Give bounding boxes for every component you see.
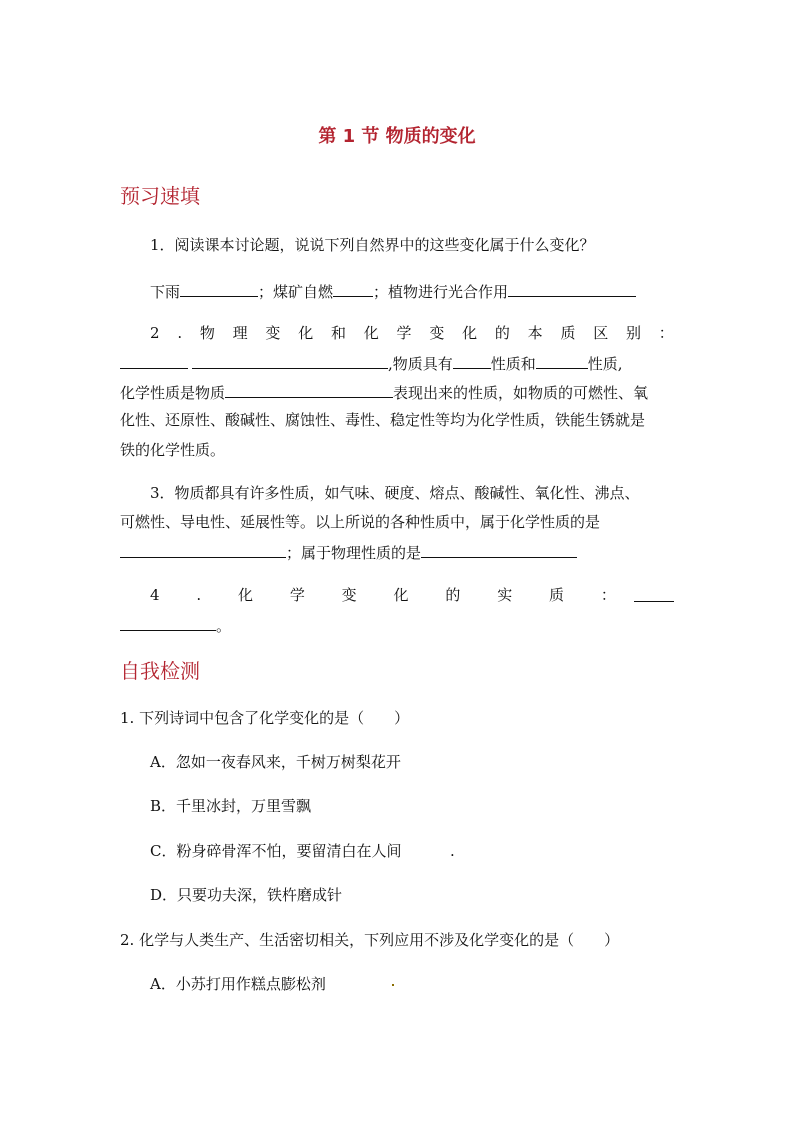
- answer-blank[interactable]: [421, 541, 577, 558]
- coal-label: ；煤矿自燃: [258, 283, 334, 301]
- q2-text: 性质,: [587, 355, 623, 373]
- answer-blank[interactable]: [120, 352, 188, 369]
- q3-text: ；属于物理性质的是: [286, 544, 422, 562]
- answer-blank[interactable]: [192, 352, 388, 369]
- stray-mark: [392, 984, 394, 986]
- preview-question-4-line-1: [150, 585, 616, 605]
- selfcheck-q1-option-d: D．只要功夫深，铁杵磨成针: [150, 886, 343, 904]
- plant-label: ；植物进行光合作用: [373, 283, 509, 301]
- answer-blank[interactable]: [180, 280, 258, 297]
- q2-char: ：: [658, 324, 674, 342]
- q2-char: 的: [494, 324, 510, 342]
- q2-text: 化学性质是物质: [120, 384, 226, 402]
- preview-question-2-line-1: [150, 323, 674, 343]
- q2-char: 化: [363, 324, 379, 342]
- answer-blank[interactable]: [508, 280, 636, 297]
- q4-char: ：: [600, 586, 616, 604]
- q4-text: 。: [216, 617, 232, 635]
- q4-char: 化: [393, 586, 409, 604]
- q2-char: 和: [330, 324, 346, 342]
- q2-char: 化: [462, 324, 478, 342]
- selfcheck-q1-option-b: B．千里冰封，万里雪飘: [150, 797, 312, 815]
- preview-question-4-blank-a: [634, 585, 674, 607]
- preview-question-3-line-2: 可燃性、导电性、延展性等。以上所说的各种性质中，属于化学性质的是: [120, 513, 601, 531]
- q2-char: 理: [232, 324, 248, 342]
- q2-text: 表现出来的性质，如物质的可燃性、氧: [393, 384, 649, 402]
- q2-char: 学: [396, 324, 412, 342]
- page-title: 第 1 节 物质的变化: [318, 126, 476, 147]
- q2-char: 化: [298, 324, 314, 342]
- answer-blank[interactable]: [225, 381, 393, 398]
- q4-char: 4: [150, 586, 160, 604]
- q4-char: 变: [341, 586, 357, 604]
- selfcheck-q2-option-a: A．小苏打用作糕点膨松剂: [150, 975, 326, 993]
- rain-label: 下雨: [150, 283, 181, 301]
- q2-char: .: [177, 324, 183, 342]
- q4-char: 质: [549, 586, 565, 604]
- preview-question-2-line-4: 化性、还原性、酸碱性、腐蚀性、毒性、稳定性等均为化学性质，铁能生锈就是: [120, 411, 646, 429]
- preview-question-1: 1．阅读课本讨论题，说说下列自然界中的这些变化属于什么变化？: [150, 236, 595, 254]
- preview-question-2-line-3: [120, 381, 648, 403]
- preview-question-2-line-5: 铁的化学性质。: [120, 441, 226, 459]
- q4-char: 实: [497, 586, 513, 604]
- selfcheck-q1-option-c: C．粉身碎骨浑不怕，要留清白在人间: [150, 842, 402, 860]
- preview-question-1-blanks: [150, 280, 636, 302]
- q2-char: 别: [626, 324, 642, 342]
- q2-char: 变: [429, 324, 445, 342]
- answer-blank[interactable]: [333, 280, 373, 297]
- preview-question-3-line-1: 3．物质都具有许多性质，如气味、硬度、熔点、酸碱性、氧化性、沸点、: [150, 484, 640, 502]
- q2-char: 本: [527, 324, 543, 342]
- section-heading-preview: 预习速填: [120, 184, 200, 208]
- answer-blank[interactable]: [120, 541, 286, 558]
- answer-blank[interactable]: [536, 352, 588, 369]
- q4-char: 化: [237, 586, 253, 604]
- answer-blank[interactable]: [120, 614, 216, 631]
- q4-char: 的: [445, 586, 461, 604]
- q2-char: 区: [593, 324, 609, 342]
- selfcheck-question-1: 1. 下列诗词中包含了化学变化的是（ ）: [120, 709, 410, 727]
- answer-blank[interactable]: [453, 352, 491, 369]
- preview-question-2-line-2: [120, 352, 623, 374]
- preview-question-3-line-3: [120, 541, 577, 563]
- answer-blank[interactable]: [634, 585, 674, 602]
- option-c-trailing-dot: .: [450, 842, 455, 860]
- selfcheck-question-2: 2. 化学与人类生产、生活密切相关，下列应用不涉及化学变化的是（ ）: [120, 931, 620, 949]
- q2-char: 变: [265, 324, 281, 342]
- preview-question-4-line-2: [120, 614, 231, 636]
- section-heading-selfcheck: 自我检测: [120, 659, 200, 683]
- q4-char: 学: [289, 586, 305, 604]
- q2-char: 2: [150, 324, 160, 342]
- q2-text: ,物质具有: [388, 355, 453, 373]
- q2-char: 质: [560, 324, 576, 342]
- selfcheck-q1-option-a: A．忽如一夜春风来，千树万树梨花开: [150, 753, 401, 771]
- q2-text: 性质和: [490, 355, 536, 373]
- q2-char: 物: [199, 324, 215, 342]
- q4-char: .: [196, 586, 202, 604]
